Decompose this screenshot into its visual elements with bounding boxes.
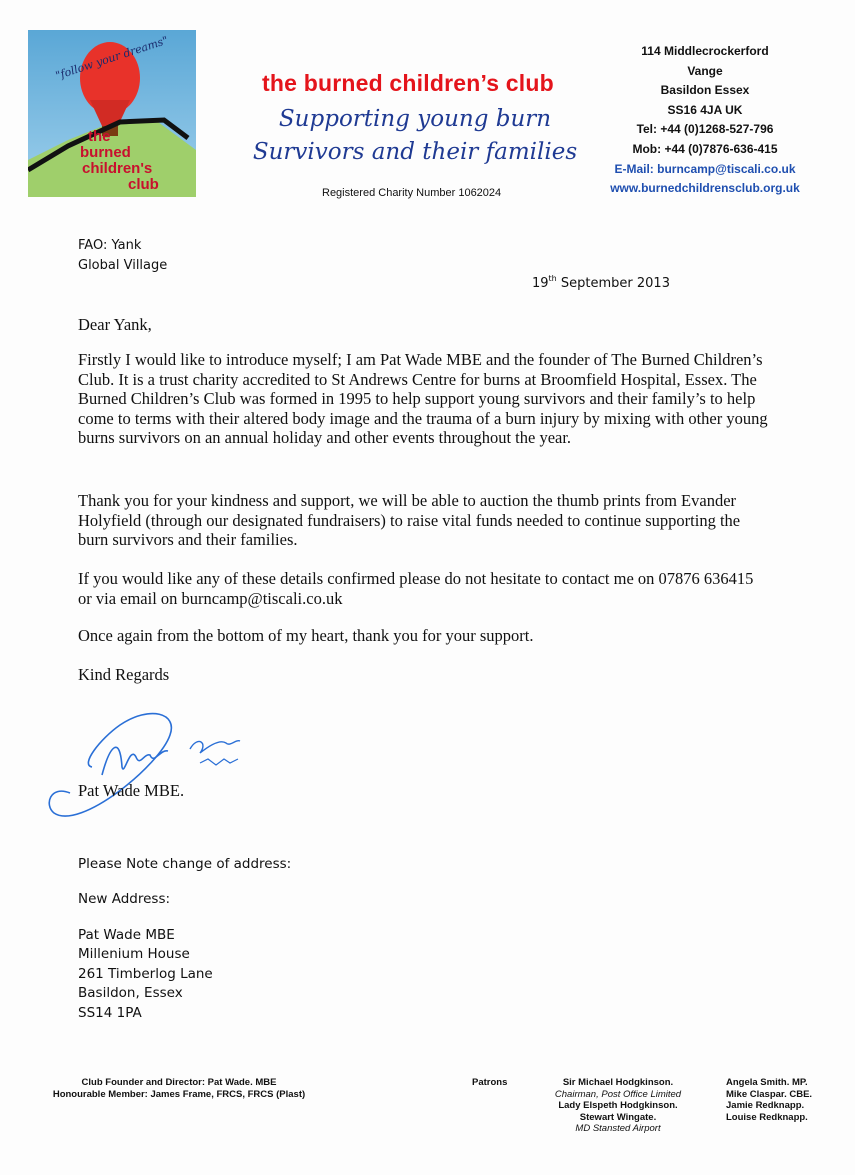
paragraph-contact: If you would like any of these details confirmed please do not hesitate to contact me on 07876 636415 or via email on burncamp@tiscali.co.uk bbox=[78, 569, 754, 608]
paragraph-thanks: Thank you for your kindness and support, we will be able to auction the thumb prints from Evander Holyfield (through our designated fundraisers) to raise vital funds needed to continue supporting the burn survivors and their families. bbox=[78, 491, 741, 550]
recipient-line: Global Village bbox=[78, 258, 168, 273]
date-day: 19 bbox=[532, 276, 549, 291]
recipient-line: FAO: Yank bbox=[78, 238, 142, 253]
tagline bbox=[250, 103, 580, 169]
footer-founder: Club Founder and Director: Pat Wade. MBE bbox=[81, 1077, 277, 1088]
logo-text-line: the bbox=[88, 128, 111, 145]
date-month-year: September 2013 bbox=[556, 276, 670, 291]
tagline-line: Survivors and their families bbox=[252, 139, 578, 165]
paragraph-closing: Once again from the bottom of my heart, thank you for your support. bbox=[78, 626, 534, 645]
new-address-line: SS14 1PA bbox=[78, 1004, 142, 1021]
footer-honourable-member: Honourable Member: James Frame, FRCS, FRCS (Plast) bbox=[52, 1088, 306, 1100]
patron-name: Angela Smith. MP. bbox=[726, 1077, 808, 1088]
address-change-note: Please Note change of address: bbox=[78, 856, 292, 872]
patron-name: Lady Elspeth Hodgkinson. bbox=[558, 1100, 678, 1112]
footer-patrons-label: Patrons bbox=[472, 1077, 508, 1088]
new-address-line: Pat Wade MBE bbox=[78, 927, 175, 943]
new-address-line: Millenium House bbox=[78, 946, 190, 963]
email-link[interactable]: E-Mail: burncamp@tiscali.co.uk bbox=[614, 161, 796, 176]
logo-text-line: burned bbox=[80, 144, 131, 161]
letter-date bbox=[532, 274, 670, 291]
website-link[interactable]: www.burnedchildrensclub.org.uk bbox=[610, 181, 800, 196]
address-line: Basildon Essex bbox=[660, 83, 750, 98]
footer-founders bbox=[34, 1077, 324, 1100]
new-address-line: Basildon, Essex bbox=[78, 985, 183, 1002]
logo-text-line: children's bbox=[82, 160, 153, 177]
telephone: Tel: +44 (0)1268-527-796 bbox=[636, 122, 774, 137]
signed-name: Pat Wade MBE. bbox=[78, 781, 185, 800]
recipient-block bbox=[78, 236, 167, 276]
paragraph-introduction: Firstly I would like to introduce myself; I am Pat Wade MBE and the founder of The Burned Children’s Club. It is a trust charity accredited to St Andrews Centre for burns at Broomfield Hospital, Essex. The Burned Children’s Club was formed in 1995 to help support young survivors and their family’s to help come to terms with their altered body image and the trauma of a burn injury by mixing with other young burns survivors on an annual holiday and other events throughout the year. bbox=[78, 350, 768, 448]
salutation: Dear Yank, bbox=[78, 315, 152, 334]
address-line: SS16 4JA UK bbox=[667, 102, 743, 117]
club-logo bbox=[28, 30, 196, 197]
new-address-label: New Address: bbox=[78, 891, 171, 907]
patron-name: Jamie Redknapp. bbox=[726, 1100, 805, 1112]
tagline-line: Supporting young burn bbox=[278, 106, 552, 132]
patron-title: Chairman, Post Office Limited bbox=[554, 1088, 682, 1100]
date-suffix: th bbox=[548, 274, 557, 283]
new-address bbox=[78, 926, 213, 1023]
logo-motto: "follow your dreams" bbox=[54, 33, 170, 83]
contact-block bbox=[600, 42, 810, 199]
club-name: the burned children’s club bbox=[262, 70, 554, 96]
logo-text bbox=[28, 129, 196, 193]
patron-name: Mike Claspar. CBE. bbox=[726, 1088, 813, 1100]
footer-patrons-list-2 bbox=[726, 1077, 812, 1123]
logo-text-line: club bbox=[128, 176, 159, 193]
address-line: Vange bbox=[687, 63, 723, 78]
closing: Kind Regards bbox=[78, 665, 170, 684]
patron-name: Sir Michael Hodgkinson. bbox=[562, 1077, 674, 1088]
handwritten-signature bbox=[40, 705, 250, 825]
patron-title: MD Stansted Airport bbox=[575, 1123, 661, 1135]
footer-patrons-list bbox=[548, 1077, 688, 1135]
patron-name: Stewart Wingate. bbox=[579, 1111, 657, 1123]
patron-name: Louise Redknapp. bbox=[726, 1111, 808, 1123]
charity-number: Registered Charity Number 1062024 bbox=[322, 187, 502, 199]
address-line: 114 Middlecrockerford bbox=[641, 44, 769, 58]
new-address-line: 261 Timberlog Lane bbox=[78, 965, 213, 982]
mobile: Mob: +44 (0)7876-636-415 bbox=[632, 141, 778, 156]
